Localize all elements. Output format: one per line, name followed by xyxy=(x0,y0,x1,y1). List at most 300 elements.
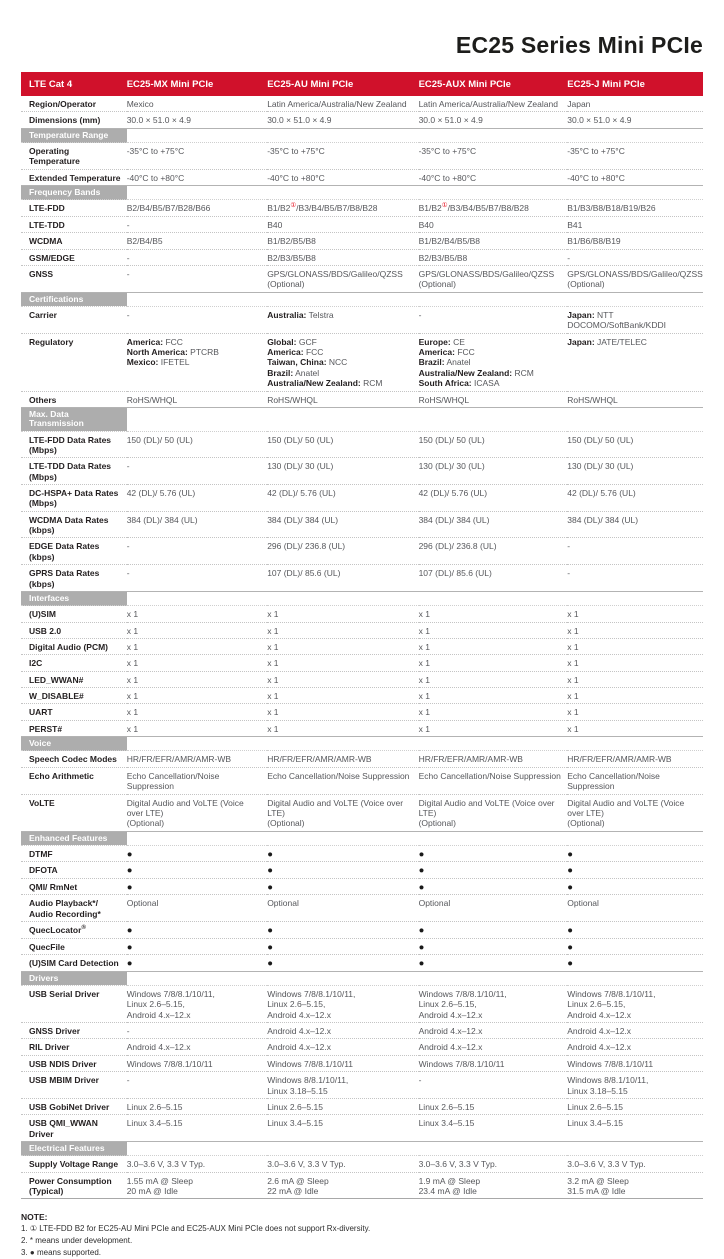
section-spacer xyxy=(127,971,703,985)
spec-value: x 1 xyxy=(267,704,418,720)
spec-value: Australia: Telstra xyxy=(267,306,418,333)
spec-value: 30.0 × 51.0 × 4.9 xyxy=(127,112,267,128)
spec-value: HR/FR/EFR/AMR/AMR-WB xyxy=(419,751,568,767)
cert-region-label: South Africa: xyxy=(418,378,472,389)
spec-value: -35°C to +75°C xyxy=(127,143,267,170)
row-label: WCDMA xyxy=(21,233,127,249)
spec-value: B1/B6/B8/B19 xyxy=(567,233,703,249)
row-label: Dimensions (mm) xyxy=(21,112,127,128)
row-label: LTE-TDD xyxy=(21,216,127,232)
row-label: GNSS Driver xyxy=(21,1023,127,1039)
spec-value: B2/B4/B5/B7/B28/B66 xyxy=(127,200,267,216)
row-label: Carrier xyxy=(21,306,127,333)
spec-value: x 1 xyxy=(567,704,703,720)
row-label: LTE-FDD Data Rates (Mbps) xyxy=(21,431,127,458)
spec-value: - xyxy=(127,216,267,232)
spec-value: 384 (DL)/ 384 (UL) xyxy=(127,511,267,538)
section-title: Voice xyxy=(21,737,127,751)
spec-value: - xyxy=(127,249,267,265)
section-spacer xyxy=(127,292,703,306)
note-item: 1. ① LTE-FDD B2 for EC25-AU Mini PCIe and EC25-AUX Mini PCIe does not support Rx-diversity. xyxy=(21,1224,371,1234)
supported-dot: ● xyxy=(567,922,703,939)
spec-row-power-consumption-typical xyxy=(21,1172,703,1199)
spec-value: Windows 7/8/8.1/10/11, Linux 2.6–5.15, Android 4.x–12.x xyxy=(419,985,568,1022)
column-header-ec25-mx-mini-pcie: EC25-MX Mini PCIe xyxy=(127,72,267,96)
column-header-ec25-j-mini-pcie: EC25-J Mini PCIe xyxy=(567,72,703,96)
spec-value: Android 4.x–12.x xyxy=(267,1039,418,1055)
row-label: DTMF xyxy=(21,845,127,862)
row-label: LTE-TDD Data Rates (Mbps) xyxy=(21,458,127,485)
spec-value: x 1 xyxy=(127,606,267,622)
spec-row-volte xyxy=(21,794,703,831)
row-label: Echo Arithmetic xyxy=(21,767,127,794)
section-header-drivers xyxy=(21,971,703,985)
spec-value: Windows 7/8/8.1/10/11 xyxy=(267,1055,418,1071)
spec-value: 384 (DL)/ 384 (UL) xyxy=(419,511,568,538)
row-label: LTE-FDD xyxy=(21,200,127,216)
spec-value: 1.55 mA @ Sleep 20 mA @ Idle xyxy=(127,1172,267,1199)
section-title: Frequency Bands xyxy=(21,186,127,200)
spec-value: RoHS/WHQL xyxy=(127,391,267,407)
section-header-electrical-features xyxy=(21,1141,703,1155)
spec-row-perst xyxy=(21,720,703,736)
supported-dot: ● xyxy=(127,922,267,939)
spec-value: -35°C to +75°C xyxy=(267,143,418,170)
spec-row-quecfile xyxy=(21,938,703,955)
spec-value: 150 (DL)/ 50 (UL) xyxy=(567,431,703,458)
spec-row-u-sim xyxy=(21,606,703,622)
row-label: (U)SIM Card Detection xyxy=(21,955,127,972)
spec-value: 107 (DL)/ 85.6 (UL) xyxy=(419,565,568,592)
cert-region-label: America: xyxy=(126,336,164,347)
row-label: RIL Driver xyxy=(21,1039,127,1055)
spec-value: - xyxy=(567,565,703,592)
footnote-1-marker: ① xyxy=(290,202,297,210)
spec-row-usb-ndis-driver xyxy=(21,1055,703,1071)
spec-row-lte-fdd xyxy=(21,200,703,216)
row-label: Audio Playback*/ Audio Recording* xyxy=(21,895,127,922)
row-label: USB QMI_WWAN Driver xyxy=(21,1115,127,1142)
spec-value: GPS/GLONASS/BDS/Galileo/QZSS (Optional) xyxy=(419,265,568,292)
spec-row-edge-data-rates-kbps xyxy=(21,538,703,565)
section-title: Electrical Features xyxy=(21,1141,127,1155)
section-title: Certifications xyxy=(21,292,127,306)
supported-dot: ● xyxy=(127,878,267,895)
spec-row-w-disable xyxy=(21,688,703,704)
spec-value: Optional xyxy=(419,895,568,922)
section-header-interfaces xyxy=(21,591,703,605)
spec-row-supply-voltage-range xyxy=(21,1156,703,1172)
spec-row-usb-2-0 xyxy=(21,622,703,638)
spec-value: x 1 xyxy=(419,606,568,622)
supported-dot: ● xyxy=(419,845,568,862)
supported-dot: ● xyxy=(267,862,418,879)
supported-dot: ● xyxy=(267,938,418,955)
spec-row-lte-fdd-data-rates-mbps xyxy=(21,431,703,458)
spec-value: Echo Cancellation/Noise Suppression xyxy=(267,767,418,794)
spec-row-usb-qmi-wwan-driver xyxy=(21,1115,703,1142)
spec-row-carrier xyxy=(21,306,703,333)
supported-dot: ● xyxy=(567,845,703,862)
row-label: QuecFile xyxy=(21,938,127,955)
spec-value: x 1 xyxy=(419,655,568,671)
section-spacer xyxy=(127,186,703,200)
section-header-frequency-bands xyxy=(21,186,703,200)
spec-table-head xyxy=(21,72,703,96)
notes-section xyxy=(21,1212,703,1259)
row-label: GNSS xyxy=(21,265,127,292)
cert-region-label: Europe: xyxy=(418,336,451,347)
spec-row-u-sim-card-detection xyxy=(21,955,703,972)
spec-value: Windows 8/8.1/10/11, Linux 3.18–5.15 xyxy=(567,1072,703,1099)
column-header-ec25-au-mini-pcie: EC25-AU Mini PCIe xyxy=(267,72,418,96)
spec-value: - xyxy=(127,1023,267,1039)
section-title: Temperature Range xyxy=(21,128,127,142)
spec-value: 107 (DL)/ 85.6 (UL) xyxy=(267,565,418,592)
supported-dot: ● xyxy=(567,862,703,879)
spec-value: B41 xyxy=(567,216,703,232)
section-title: Interfaces xyxy=(21,591,127,605)
spec-value: - xyxy=(127,538,267,565)
spec-value: Digital Audio and VoLTE (Voice over LTE) (Optional) xyxy=(567,794,703,831)
section-header-certifications xyxy=(21,292,703,306)
spec-value: HR/FR/EFR/AMR/AMR-WB xyxy=(567,751,703,767)
row-label: GSM/EDGE xyxy=(21,249,127,265)
spec-value: Linux 2.6–5.15 xyxy=(567,1098,703,1114)
spec-value: B40 xyxy=(267,216,418,232)
spec-value: B2/B3/B5/B8 xyxy=(419,249,568,265)
row-label: Supply Voltage Range xyxy=(21,1156,127,1172)
spec-value: x 1 xyxy=(419,671,568,687)
spec-value: Mexico xyxy=(127,96,267,112)
spec-value: 130 (DL)/ 30 (UL) xyxy=(567,458,703,485)
spec-value: 42 (DL)/ 5.76 (UL) xyxy=(267,484,418,511)
section-spacer xyxy=(127,407,703,431)
spec-value: B1/B2①/B3/B4/B5/B7/B8/B28 xyxy=(267,200,418,216)
spec-value: 384 (DL)/ 384 (UL) xyxy=(567,511,703,538)
supported-dot: ● xyxy=(419,922,568,939)
spec-value: -40°C to +80°C xyxy=(419,169,568,185)
spec-row-speech-codec-modes xyxy=(21,751,703,767)
spec-row-dimensions-mm xyxy=(21,112,703,128)
supported-dot: ● xyxy=(127,938,267,955)
spec-value: Optional xyxy=(267,895,418,922)
spec-row-dc-hspa-data-rates-mbps xyxy=(21,484,703,511)
spec-row-dfota xyxy=(21,862,703,879)
spec-value: Latin America/Australia/New Zealand xyxy=(267,96,418,112)
spec-value: - xyxy=(127,306,267,333)
spec-row-uart xyxy=(21,704,703,720)
spec-value: 42 (DL)/ 5.76 (UL) xyxy=(567,484,703,511)
spec-value: B2/B3/B5/B8 xyxy=(267,249,418,265)
cert-region-label: North America: xyxy=(126,347,188,358)
spec-value: x 1 xyxy=(419,720,568,736)
spec-row-i2c xyxy=(21,655,703,671)
row-label: USB GobiNet Driver xyxy=(21,1098,127,1114)
spec-row-operating-temperature xyxy=(21,143,703,170)
spec-value: Digital Audio and VoLTE (Voice over LTE) (Optional) xyxy=(267,794,418,831)
supported-dot: ● xyxy=(267,922,418,939)
spec-row-extended-temperature xyxy=(21,169,703,185)
supported-dot: ● xyxy=(127,955,267,972)
spec-value: Linux 3.4–5.15 xyxy=(419,1115,568,1142)
spec-value: Digital Audio and VoLTE (Voice over LTE) (Optional) xyxy=(419,794,568,831)
cert-region-label: Australia: xyxy=(267,309,307,320)
row-label: (U)SIM xyxy=(21,606,127,622)
spec-row-lte-tdd-data-rates-mbps xyxy=(21,458,703,485)
spec-value: x 1 xyxy=(567,688,703,704)
spec-value: 3.0–3.6 V, 3.3 V Typ. xyxy=(127,1156,267,1172)
spec-value: 296 (DL)/ 236.8 (UL) xyxy=(419,538,568,565)
spec-value: 3.2 mA @ Sleep 31.5 mA @ Idle xyxy=(567,1172,703,1199)
section-spacer xyxy=(127,737,703,751)
section-spacer xyxy=(127,1141,703,1155)
spec-row-wcdma-data-rates-kbps xyxy=(21,511,703,538)
spec-value: x 1 xyxy=(127,671,267,687)
cert-region-label: Brazil: xyxy=(267,367,294,378)
spec-value: Echo Cancellation/Noise Suppression xyxy=(419,767,568,794)
spec-value: x 1 xyxy=(419,622,568,638)
spec-value: Linux 2.6–5.15 xyxy=(267,1098,418,1114)
row-label: Digital Audio (PCM) xyxy=(21,638,127,654)
page-title: EC25 Series Mini PCIe xyxy=(455,32,703,58)
spec-value: x 1 xyxy=(567,622,703,638)
note-item: 3. ● means supported. xyxy=(21,1248,101,1258)
spec-value: Windows 7/8/8.1/10/11 xyxy=(567,1055,703,1071)
spec-row-lte-tdd xyxy=(21,216,703,232)
supported-dot: ● xyxy=(267,878,418,895)
cert-region-label: Japan: xyxy=(567,309,595,320)
spec-value: RoHS/WHQL xyxy=(567,391,703,407)
spec-value: B2/B4/B5 xyxy=(127,233,267,249)
spec-value: - xyxy=(419,306,568,333)
spec-value: - xyxy=(127,265,267,292)
spec-row-regulatory xyxy=(21,333,703,391)
spec-value: x 1 xyxy=(127,655,267,671)
spec-value: 30.0 × 51.0 × 4.9 xyxy=(567,112,703,128)
section-title: Enhanced Features xyxy=(21,831,127,845)
spec-value: HR/FR/EFR/AMR/AMR-WB xyxy=(267,751,418,767)
spec-value: x 1 xyxy=(127,704,267,720)
section-spacer xyxy=(127,591,703,605)
spec-value: -40°C to +80°C xyxy=(127,169,267,185)
section-spacer xyxy=(127,831,703,845)
spec-value: Android 4.x–12.x xyxy=(567,1039,703,1055)
spec-value: 3.0–3.6 V, 3.3 V Typ. xyxy=(419,1156,568,1172)
spec-value: Windows 7/8/8.1/10/11, Linux 2.6–5.15, Android 4.x–12.x xyxy=(127,985,267,1022)
spec-value: 150 (DL)/ 50 (UL) xyxy=(267,431,418,458)
cert-region-label: Global: xyxy=(267,336,297,347)
footnote-1-marker: ① xyxy=(441,202,448,210)
spec-value: x 1 xyxy=(267,638,418,654)
spec-value: x 1 xyxy=(267,655,418,671)
row-label: PERST# xyxy=(21,720,127,736)
supported-dot: ● xyxy=(567,955,703,972)
spec-row-audio-playback-audio-recording xyxy=(21,895,703,922)
spec-table-body xyxy=(21,96,703,1199)
supported-dot: ● xyxy=(419,938,568,955)
spec-row-region-operator xyxy=(21,96,703,112)
row-label: Operating Temperature xyxy=(21,143,127,170)
spec-value: x 1 xyxy=(567,720,703,736)
spec-row-others xyxy=(21,391,703,407)
spec-value: Windows 7/8/8.1/10/11, Linux 2.6–5.15, Android 4.x–12.x xyxy=(267,985,418,1022)
spec-row-digital-audio-pcm xyxy=(21,638,703,654)
row-label: LED_WWAN# xyxy=(21,671,127,687)
section-header-temperature-range xyxy=(21,128,703,142)
spec-value: Android 4.x–12.x xyxy=(127,1039,267,1055)
spec-value: Linux 2.6–5.15 xyxy=(419,1098,568,1114)
spec-value: Linux 3.4–5.15 xyxy=(267,1115,418,1142)
spec-row-qmi-rmnet xyxy=(21,878,703,895)
spec-value: x 1 xyxy=(267,622,418,638)
spec-value: B1/B2/B4/B5/B8 xyxy=(419,233,568,249)
row-label: EDGE Data Rates (kbps) xyxy=(21,538,127,565)
spec-row-gnss xyxy=(21,265,703,292)
cert-region-label: Mexico: xyxy=(126,357,159,368)
row-label: USB Serial Driver xyxy=(21,985,127,1022)
spec-row-queclocator xyxy=(21,922,703,939)
spec-value: x 1 xyxy=(267,720,418,736)
section-header-voice xyxy=(21,737,703,751)
spec-value: x 1 xyxy=(567,655,703,671)
spec-row-echo-arithmetic xyxy=(21,767,703,794)
row-label: VoLTE xyxy=(21,794,127,831)
spec-row-dtmf xyxy=(21,845,703,862)
supported-dot: ● xyxy=(567,878,703,895)
spec-value: x 1 xyxy=(267,671,418,687)
supported-dot: ● xyxy=(567,938,703,955)
section-title: Drivers xyxy=(21,971,127,985)
registered-mark: ® xyxy=(81,925,86,932)
row-label: DC-HSPA+ Data Rates (Mbps) xyxy=(21,484,127,511)
spec-row-usb-serial-driver xyxy=(21,985,703,1022)
spec-value: Linux 2.6–5.15 xyxy=(127,1098,267,1114)
spec-value: Digital Audio and VoLTE (Voice over LTE) (Optional) xyxy=(127,794,267,831)
supported-dot: ● xyxy=(127,845,267,862)
spec-value: -40°C to +80°C xyxy=(567,169,703,185)
spec-value: Echo Cancellation/Noise Suppression xyxy=(567,767,703,794)
spec-value: 296 (DL)/ 236.8 (UL) xyxy=(267,538,418,565)
spec-value: - xyxy=(127,458,267,485)
spec-value: x 1 xyxy=(419,704,568,720)
row-label: Others xyxy=(21,391,127,407)
spec-value: Windows 8/8.1/10/11, Linux 3.18–5.15 xyxy=(267,1072,418,1099)
spec-value: 42 (DL)/ 5.76 (UL) xyxy=(419,484,568,511)
spec-value: Latin America/Australia/New Zealand xyxy=(419,96,568,112)
supported-dot: ● xyxy=(419,955,568,972)
spec-value: - xyxy=(419,1072,568,1099)
section-header-max-data-transmission xyxy=(21,407,703,431)
cert-region-label: Japan: xyxy=(567,336,595,347)
row-label: QMI/ RmNet xyxy=(21,878,127,895)
spec-value: RoHS/WHQL xyxy=(267,391,418,407)
spec-value: 384 (DL)/ 384 (UL) xyxy=(267,511,418,538)
spec-value: -35°C to +75°C xyxy=(567,143,703,170)
spec-value: America: FCC North America: PTCRB Mexico: IFETEL xyxy=(127,333,267,391)
column-header-ec25-aux-mini-pcie: EC25-AUX Mini PCIe xyxy=(419,72,568,96)
spec-value: 150 (DL)/ 50 (UL) xyxy=(419,431,568,458)
spec-value: Optional xyxy=(567,895,703,922)
spec-value: Android 4.x–12.x xyxy=(567,1023,703,1039)
spec-value: 3.0–3.6 V, 3.3 V Typ. xyxy=(267,1156,418,1172)
spec-value: Android 4.x–12.x xyxy=(419,1039,568,1055)
spec-value: Optional xyxy=(127,895,267,922)
spec-value: 1.9 mA @ Sleep 23.4 mA @ Idle xyxy=(419,1172,568,1199)
cert-region-label: Australia/New Zealand: xyxy=(267,378,361,389)
spec-value: x 1 xyxy=(127,622,267,638)
spec-value: Linux 3.4–5.15 xyxy=(127,1115,267,1142)
spec-value: x 1 xyxy=(127,688,267,704)
spec-table xyxy=(21,72,703,1199)
spec-value: x 1 xyxy=(567,606,703,622)
spec-value: - xyxy=(567,538,703,565)
row-label: Speech Codec Modes xyxy=(21,751,127,767)
row-label: QuecLocator® xyxy=(21,922,127,939)
cert-region-label: Australia/New Zealand: xyxy=(418,367,513,378)
spec-row-gsm-edge xyxy=(21,249,703,265)
spec-value: Japan: JATE/TELEC xyxy=(567,333,703,391)
supported-dot: ● xyxy=(267,955,418,972)
row-label: Regulatory xyxy=(21,333,127,391)
spec-value: Windows 7/8/8.1/10/11 xyxy=(127,1055,267,1071)
row-label: USB NDIS Driver xyxy=(21,1055,127,1071)
row-label: Extended Temperature xyxy=(21,169,127,185)
spec-value: 2.6 mA @ Sleep 22 mA @ Idle xyxy=(267,1172,418,1199)
spec-value: 42 (DL)/ 5.76 (UL) xyxy=(127,484,267,511)
row-label: Power Consumption (Typical) xyxy=(21,1172,127,1199)
column-header-lte-cat-4: LTE Cat 4 xyxy=(21,72,127,96)
table-header-row xyxy=(21,72,703,96)
spec-value: x 1 xyxy=(567,638,703,654)
spec-value: B40 xyxy=(419,216,568,232)
spec-value: 130 (DL)/ 30 (UL) xyxy=(267,458,418,485)
spec-row-led-wwan xyxy=(21,671,703,687)
row-label: Region/Operator xyxy=(21,96,127,112)
spec-value: Europe: CE America: FCC Brazil: Anatel Australia/New Zealand: RCM South Africa: ICASA xyxy=(419,333,568,391)
cert-region-label: America: xyxy=(418,347,455,358)
spec-value: GPS/GLONASS/BDS/Galileo/QZSS (Optional) xyxy=(267,265,418,292)
row-label: UART xyxy=(21,704,127,720)
spec-value: Global: GCF America: FCC Taiwan, China: NCC Brazil: Anatel Australia/New Zealand: RCM xyxy=(267,333,418,391)
spec-value: RoHS/WHQL xyxy=(419,391,568,407)
spec-row-wcdma xyxy=(21,233,703,249)
row-label: DFOTA xyxy=(21,862,127,879)
spec-value: Windows 7/8/8.1/10/11, Linux 2.6–5.15, Android 4.x–12.x xyxy=(567,985,703,1022)
spec-value: Windows 7/8/8.1/10/11 xyxy=(419,1055,568,1071)
row-label: WCDMA Data Rates (kbps) xyxy=(21,511,127,538)
supported-dot: ● xyxy=(127,862,267,879)
section-title: Max. Data Transmission xyxy=(21,407,127,431)
spec-value: x 1 xyxy=(267,688,418,704)
cert-region-label: Taiwan, China: xyxy=(267,357,327,368)
spec-value: Android 4.x–12.x xyxy=(267,1023,418,1039)
cert-region-label: America: xyxy=(267,347,304,358)
spec-value: GPS/GLONASS/BDS/Galileo/QZSS (Optional) xyxy=(567,265,703,292)
spec-value: - xyxy=(127,565,267,592)
notes-heading: NOTE: xyxy=(21,1212,48,1223)
spec-value: x 1 xyxy=(419,688,568,704)
spec-row-gprs-data-rates-kbps xyxy=(21,565,703,592)
spec-value: x 1 xyxy=(127,638,267,654)
spec-value: B1/B2①/B3/B4/B5/B7/B8/B28 xyxy=(419,200,568,216)
spec-row-usb-gobinet-driver xyxy=(21,1098,703,1114)
spec-value: Android 4.x–12.x xyxy=(419,1023,568,1039)
spec-value: x 1 xyxy=(567,671,703,687)
spec-row-gnss-driver xyxy=(21,1023,703,1039)
supported-dot: ● xyxy=(419,878,568,895)
spec-value: Japan: NTT DOCOMO/SoftBank/KDDI xyxy=(567,306,703,333)
